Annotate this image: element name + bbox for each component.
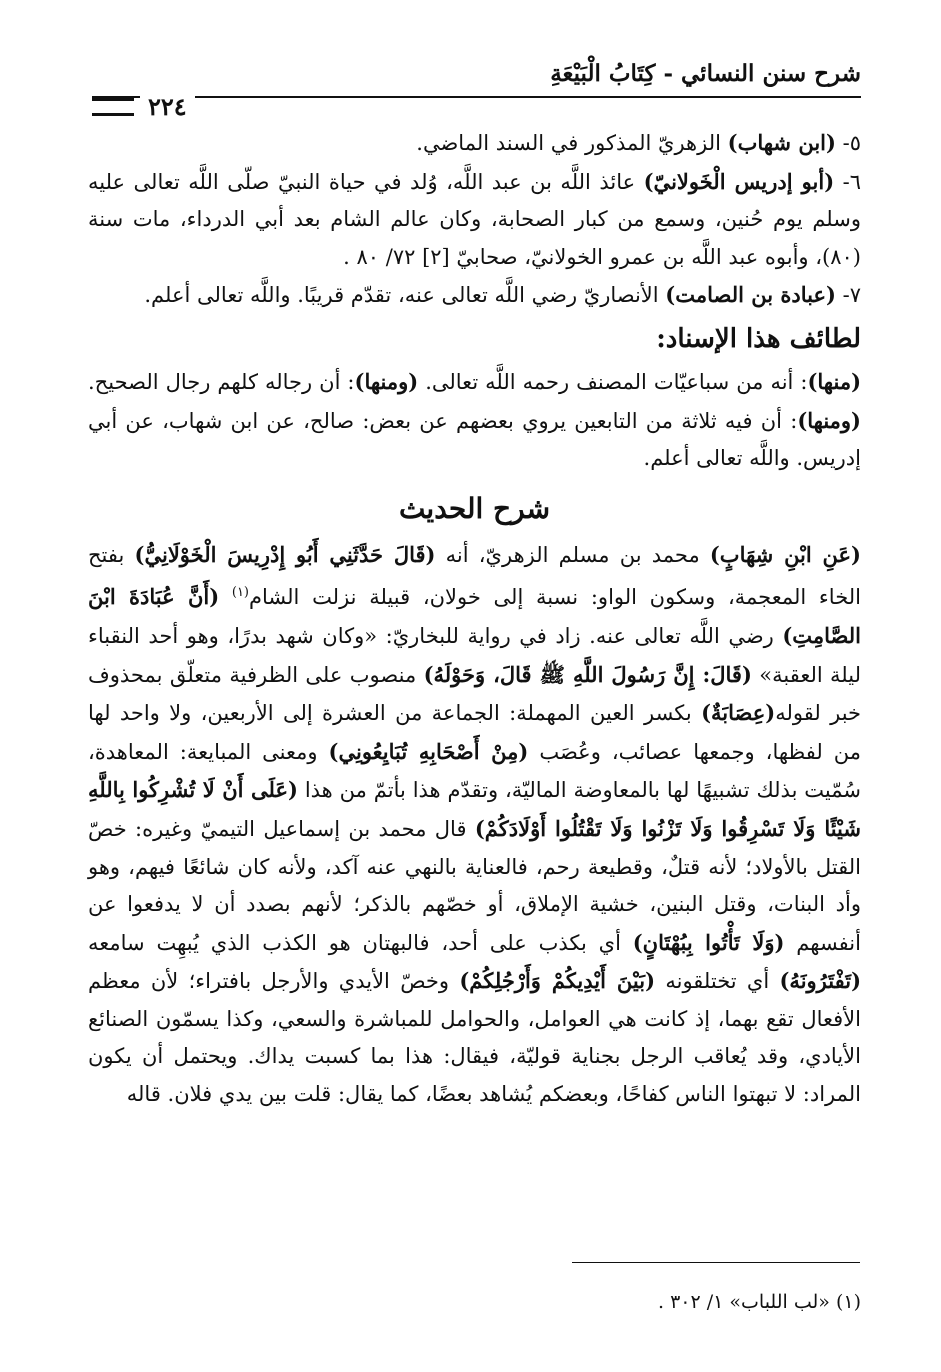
commentary-text: أي بكذب على أحد، فالبهتان هو الكذب الذي يُبهِت سامعه (88, 930, 633, 955)
lataif-marker-2: (ومنها) (354, 368, 419, 394)
hadith-text: (وَلَا تَأْتُوا بِبُهْتَانٍ) (632, 929, 785, 955)
narrator-name: (عبادة بن الصامت) (665, 282, 836, 308)
page-body (88, 124, 861, 1114)
hadith-text: (عَنِ ابْنِ شِهَابٍ) (709, 541, 861, 567)
commentary-text: ومعنى المبايعة: المعاهدة، سُمّيت بذلك تشبيهًا لها بالمعاوضة الماليّة، وتقدّم هذا بأتمّ من هذا (88, 739, 861, 803)
commentary-text: محمد بن مسلم الزهريّ، أنه (435, 542, 710, 567)
lataif-text-1: : أنه من سباعيّات المصنف رحمه اللَّه تعالى. (418, 369, 808, 394)
narrator-6 (88, 163, 861, 277)
lataif-marker-1: (منها) (807, 368, 862, 394)
sharh-heading: شرح الحديث (398, 491, 551, 525)
narrator-text: الزهريّ المذكور في السند الماضي. (416, 131, 728, 155)
commentary-text: أي تختلقونه (655, 969, 780, 994)
footnote-ref: (١) (231, 585, 249, 601)
commentary-text (219, 585, 232, 609)
commentary-text: قال محمد بن إسماعيل التيميّ وغيره: خصّ القتل بالأولاد؛ لأنه قتلٌ، وقطيعة رحم، فالعناية بالنهي عنه آكد، ولأنه كان شائعًا فيهم، وهو وأد البنات، وقتل البنين، خشية الإملاق، أو خصّهم بالذكر؛ لأنهم بصدد أن لا يدفعوا عن أنفسهم (88, 816, 861, 955)
narrator-text: عائذ اللَّه بن عبد اللَّه، وُلد في حياة النبيّ صلّى اللَّه تعالى عليه وسلم يوم حُنين، وسمع من كبار الصحابة، وكان عالم الشام بعد أبي الدرداء، مات سنة (٨٠)، وأبوه عبد اللَّه بن عمرو الخولانيّ، صحابيّ [٢] ٧٢/ ٨٠ . (88, 169, 861, 269)
narrator-number: ٥- (835, 131, 861, 155)
narrator-text: الأنصاريّ رضي اللَّه تعالى عنه، تقدّم قريبًا. واللَّه تعالى أعلم. (144, 283, 666, 308)
narrator-number: ٧- (835, 283, 861, 308)
footnote: (١) «لب اللباب» ١/ ٣٠٢ . (657, 1291, 861, 1313)
lataif-text-3: : أن فيه ثلاثة من التابعين يروي بعضهم عن بعض: صالح، عن ابن شهاب، عن أبي إدريس. واللَّه تعالى أعلم. (88, 408, 861, 471)
commentary-text: منصوب على الظرفية متعلّق بمحذوف خبر لقوله (88, 662, 862, 726)
hadith-text: (تَفْتَرُونَهُ) (779, 968, 862, 994)
running-title: شرح سنن النسائي - كِتَابُ الْبَيْعَةِ (550, 60, 861, 87)
lataif-heading: لطائف هذا الإسناد: (656, 323, 861, 354)
header-rule (92, 96, 861, 98)
commentary-text: وخصّ الأيدي والأرجل بافتراء؛ لأن معظم الأفعال تقع بهما، إذ كانت هي العوامل، والحوامل للمباشرة والسعي، وكذا يسمّون الصنائع الأيادي، وقد يُعاقب الرجل بجناية قوليّة، فيقال: هذا بما كسبت يداك. ويحتمل أن يكون المراد: لا تبهتوا الناس كفاحًا، وبعضكم يُشاهد بعضًا، كما يقال: قلت بين يدي فلان. قاله (88, 969, 861, 1107)
hadith-text: (عَلَى أَنْ لَا تُشْرِكُوا بِاللَّهِ شَيْئًا وَلَا تَسْرِقُوا وَلَا تَزْنُوا وَلَا تَقْتُلُوا أَوْلَادَكُمْ) (88, 777, 861, 841)
narrator-name: (ابن شهاب) (727, 130, 836, 155)
narrator-5 (88, 124, 861, 163)
narrator-7 (88, 276, 861, 315)
lataif-text-2: : أن رجاله كلهم رجال الصحيح. (88, 369, 355, 394)
page-number: ٢٢٤ (140, 92, 195, 121)
commentary-text: بكسر العين المهملة: الجماعة من العشرة إلى الأربعين، ولا واحد لها من لفظها، وجمعها عصائب، وعُصَب (88, 701, 861, 764)
hadith-text: (مِنْ أَصْحَابِهِ تُبَايِعُونِي) (328, 738, 529, 764)
lataif-marker-3: (ومنها) (797, 407, 861, 433)
footnote-separator (572, 1262, 860, 1263)
hadith-text: (بَيْنَ أَيْدِيكُمْ وَأَرْجُلِكُمْ) (459, 968, 656, 994)
header-double-rule (92, 98, 134, 116)
lataif-paragraph (88, 363, 861, 478)
hadith-text: (قَالَ حَدَّثَنِي أَبُو إِدْرِيسَ الْخَوْلَانِيُّ) (134, 541, 436, 567)
commentary-text: بفتح الخاء المعجمة، وسكون الواو: نسبة إلى خولان، قبيلة نزلت الشام (88, 542, 861, 610)
hadith-text: (عِصَابَةٌ) (701, 700, 776, 726)
narrator-number: ٦- (834, 169, 862, 194)
hadith-text: (أَنَّ عُبَادَةَ ابْنَ الصَّامِتِ) (88, 584, 861, 648)
commentary-text: رضي اللَّه تعالى عنه. زاد في رواية للبخاريّ: «وكان شهد بدرًا، وهو أحد النقباء ليلة العقبة» (88, 623, 861, 687)
narrator-name: (أبو إدريس الْخَولانيّ) (643, 168, 835, 194)
page-header (92, 52, 861, 121)
sharh-paragraph (88, 536, 861, 1114)
hadith-text: (قَالَ: إِنَّ رَسُولَ اللَّهِ ﷺ قَالَ، وَحَوْلَهُ) (423, 661, 752, 687)
